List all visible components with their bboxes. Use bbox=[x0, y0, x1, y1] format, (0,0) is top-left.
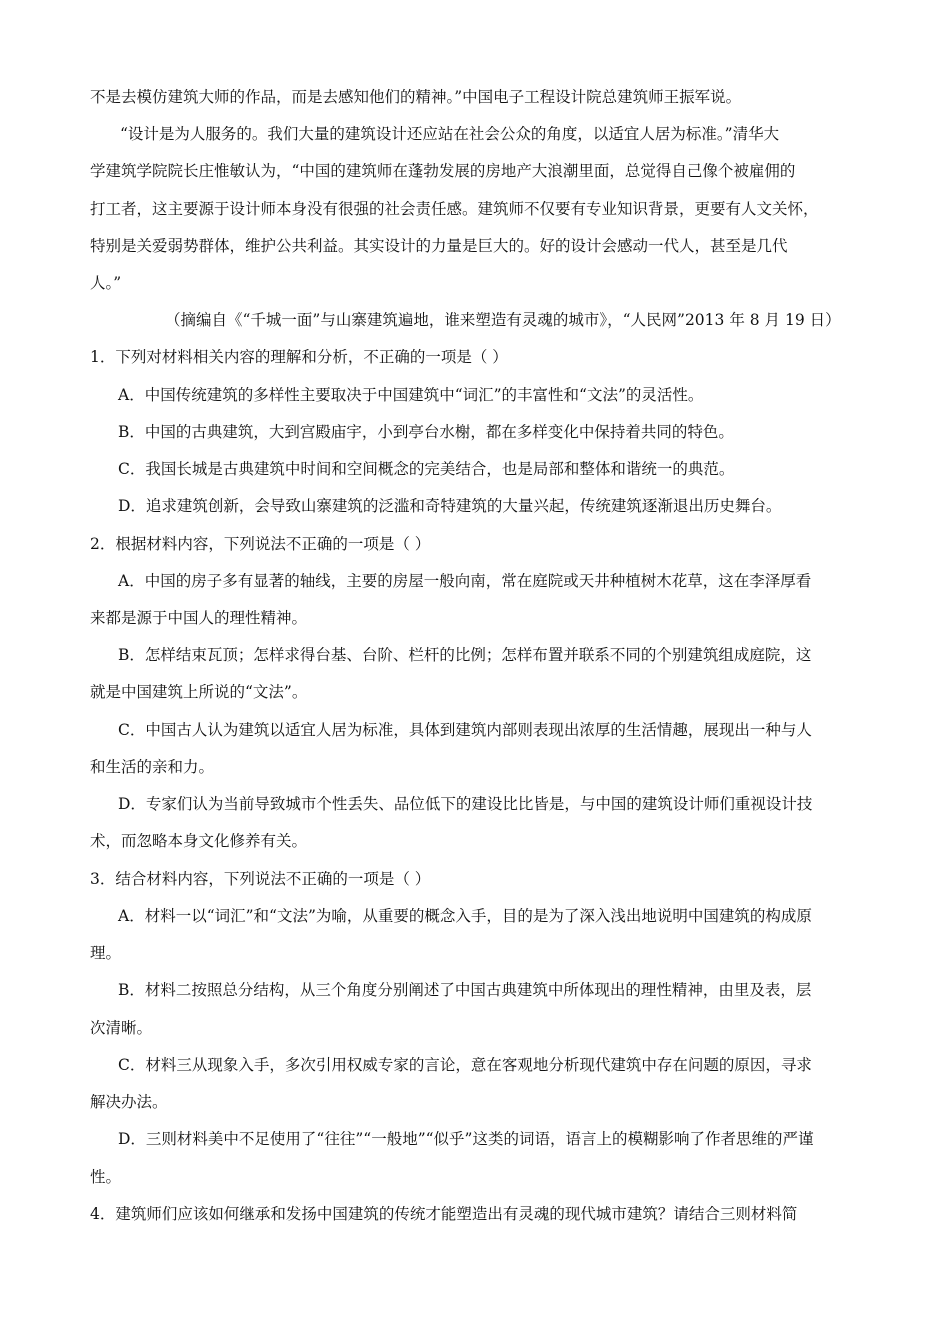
passage-line: 不是去模仿建筑大师的作品，而是去感知他们的精神。”中国电子工程设计院总建筑师王振军说。 bbox=[90, 88, 742, 106]
question-3-option-a: A．材料一以“词汇”和“文法”为喻，从重要的概念入手，目的是为了深入浅出地说明中国建筑的构成原 bbox=[118, 907, 812, 925]
passage-line: 人。” bbox=[90, 274, 122, 292]
question-3-option-c-cont: 解决办法。 bbox=[90, 1093, 168, 1111]
question-1-stem: 1．下列对材料相关内容的理解和分析，不正确的一项是（ ） bbox=[90, 348, 508, 366]
question-3-option-d-cont: 性。 bbox=[90, 1168, 122, 1186]
passage-line: 学建筑学院院长庄惟敏认为，“中国的建筑师在蓬勃发展的房地产大浪潮里面，总觉得自己像个被雇佣的 bbox=[90, 162, 796, 180]
question-2-option-c-cont: 和生活的亲和力。 bbox=[90, 758, 215, 776]
question-2-stem: 2．根据材料内容，下列说法不正确的一项是（ ） bbox=[90, 535, 431, 553]
question-1-option-a: A．中国传统建筑的多样性主要取决于中国建筑中“词汇”的丰富性和“文法”的灵活性。 bbox=[118, 386, 704, 404]
question-1-option-b: B．中国的古典建筑，大到宫殿庙宇，小到亭台水榭，都在多样变化中保持着共同的特色。 bbox=[118, 423, 734, 441]
question-1-option-c: C．我国长城是古典建筑中时间和空间概念的完美结合，也是局部和整体和谐统一的典范。 bbox=[118, 460, 735, 478]
question-2-option-b: B．怎样结束瓦顶；怎样求得台基、台阶、栏杆的比例；怎样布置并联系不同的个别建筑组成庭院，这 bbox=[118, 646, 812, 664]
question-3-option-b-cont: 次清晰。 bbox=[90, 1019, 153, 1037]
passage-line: “设计是为人服务的。我们大量的建筑设计还应站在社会公众的角度，以适宜人居为标准。”清华大 bbox=[120, 125, 780, 143]
question-2-option-a: A．中国的房子多有显著的轴线，主要的房屋一般向南，常在庭院或天井种植树木花草，这在李泽厚看 bbox=[118, 572, 812, 590]
passage-line: 特别是关爱弱势群体，维护公共利益。其实设计的力量是巨大的。好的设计会感动一代人，甚至是几代 bbox=[90, 237, 788, 255]
question-3-stem: 3．结合材料内容，下列说法不正确的一项是（ ） bbox=[90, 870, 431, 888]
question-2-option-d-cont: 术，而忽略本身文化修养有关。 bbox=[90, 832, 308, 850]
source-citation: （摘编自《“千城一面”与山寨建筑遍地，谁来塑造有灵魂的城市》，“人民网”2013 年 8 月 19 日） bbox=[165, 311, 841, 329]
question-3-option-b: B．材料二按照总分结构，从三个角度分别阐述了中国古典建筑中所体现出的理性精神，由里及表，层 bbox=[118, 981, 812, 999]
question-1-option-d: D．追求建筑创新，会导致山寨建筑的泛滥和奇特建筑的大量兴起，传统建筑逐渐退出历史舞台。 bbox=[118, 497, 782, 515]
question-3-option-d: D．三则材料美中不足使用了“往往”“一般地”“似乎”这类的词语，语言上的模糊影响了作者思维的严谨 bbox=[118, 1130, 814, 1148]
question-2-option-d: D．专家们认为当前导致城市个性丢失、品位低下的建设比比皆是，与中国的建筑设计师们重视设计技 bbox=[118, 795, 813, 813]
question-4-stem: 4．建筑师们应该如何继承和发扬中国建筑的传统才能塑造出有灵魂的现代城市建筑？请结合三则材料简 bbox=[90, 1205, 798, 1223]
question-2-option-a-cont: 来都是源于中国人的理性精神。 bbox=[90, 609, 308, 627]
question-3-option-a-cont: 理。 bbox=[90, 944, 122, 962]
question-2-option-c: C．中国古人认为建筑以适宜人居为标准，具体到建筑内部则表现出浓厚的生活情趣，展现出一种与人 bbox=[118, 721, 812, 739]
question-2-option-b-cont: 就是中国建筑上所说的“文法”。 bbox=[90, 683, 308, 701]
passage-line: 打工者，这主要源于设计师本身没有很强的社会责任感。建筑师不仅要有专业知识背景，更要有人文关怀， bbox=[90, 200, 819, 218]
question-3-option-c: C．材料三从现象入手，多次引用权威专家的言论，意在客观地分析现代建筑中存在问题的原因，寻求 bbox=[118, 1056, 812, 1074]
